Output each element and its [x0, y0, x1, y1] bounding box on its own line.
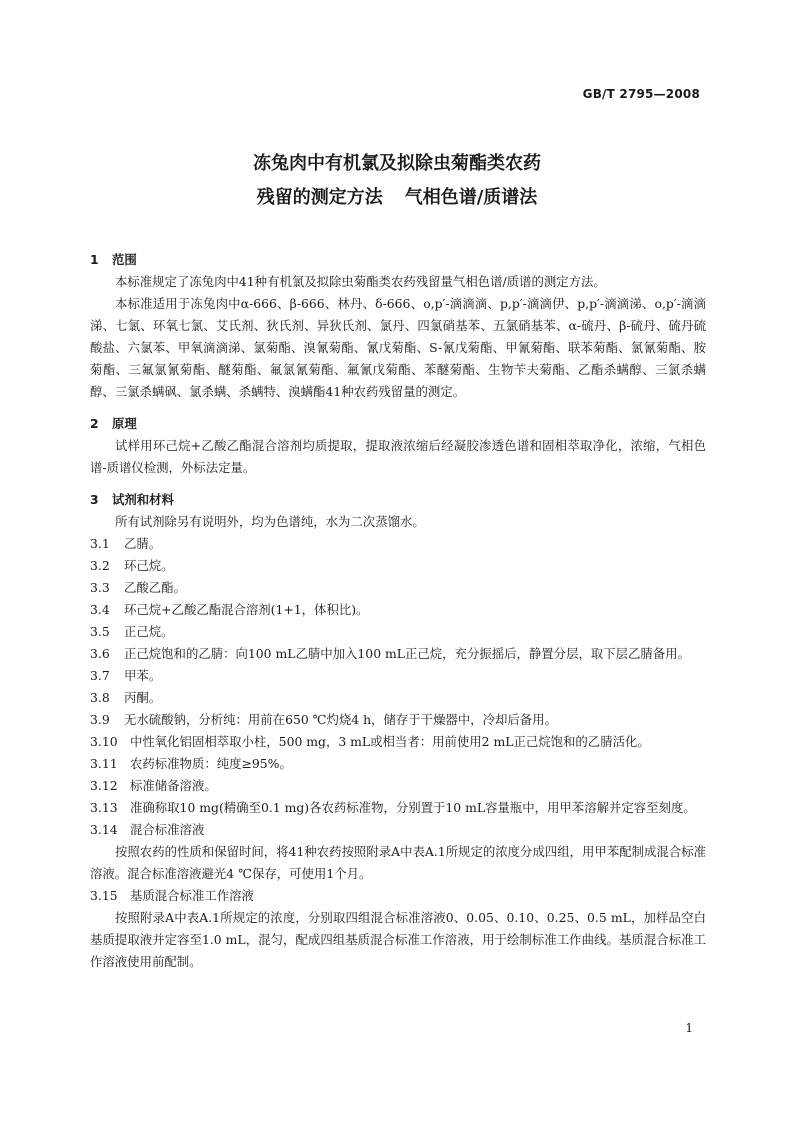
list-item: 3.8 丙酮。 [90, 690, 162, 705]
section-heading-scope: 1 范围 [90, 252, 137, 267]
standard-code: GB/T 2795—2008 [582, 87, 700, 101]
section-heading-reagents: 3 试剂和材料 [90, 492, 174, 507]
paragraph: 本标准适用于冻兔肉中α-666、β-666、林丹、δ-666、o,p′-滴滴滴、p,p′-滴滴伊、p,p′-滴滴涕、o,p′-滴滴涕、七氯、环氧七氯、艾氏剂、狄氏剂、异狄氏剂、氯丹、四氯硝基苯、五氯硝基苯、α-硫丹、β-硫丹、硫丹硫酸盐、六氯苯、甲氧滴滴涕、氯菊酯、溴氰菊酯、氰戊菊酯、S-氰戊菊酯、甲氰菊酯、联苯菊酯、氯氰菊酯、胺菊酯、三氟氯氰菊酯、醚菊酯、氟氯氰菊酯、氟氰戊菊酯、苯醚菊酯、生物苄夫菊酯、乙酯杀螨醇、三氯杀螨醇、三氯杀螨砜、氯杀螨、杀螨特、溴螨酯41种农药残留量的测定。 [90, 296, 706, 399]
paragraph: 试样用环己烷+乙酸乙酯混合溶剂均质提取，提取液浓缩后经凝胶渗透色谱和固相萃取净化，浓缩，气相色谱-质谱仪检测，外标法定量。 [90, 438, 706, 475]
paragraph: 按照附录A中表A.1所规定的浓度，分别取四组混合标准溶液0、0.05、0.10、0.25、0.5 mL，加样品空白基质提取液并定容至1.0 mL，混匀，配成四组基质混合标准工作溶液，用于绘制标准工作曲线。基质混合标准工作溶液使用前配制。 [90, 910, 706, 969]
list-item: 3.15 基质混合标准工作溶液 [90, 888, 254, 903]
list-item: 3.5 正己烷。 [90, 624, 174, 639]
list-item: 3.6 正己烷饱和的乙腈：向100 mL乙腈中加入100 mL正己烷，充分振摇后，静置分层，取下层乙腈备用。 [90, 646, 690, 661]
title-part-a: 残留的测定方法 [256, 187, 383, 208]
section-heading-principle: 2 原理 [90, 416, 137, 431]
page-number: 1 [685, 1021, 693, 1035]
list-item: 3.2 环己烷。 [90, 558, 174, 573]
paragraph: 本标准规定了冻兔肉中41种有机氯及拟除虫菊酯类农药残留量气相色谱/质谱的测定方法。 [115, 274, 606, 289]
list-item: 3.11 农药标准物质：纯度≥95%。 [90, 756, 292, 771]
paragraph: 按照农药的性质和保留时间，将41种农药按照附录A中表A.1所规定的浓度分成四组，用甲苯配制成混合标准溶液。混合标准溶液避光4 ℃保存，可使用1个月。 [90, 844, 706, 881]
list-item: 3.3 乙酸乙酯。 [90, 580, 186, 595]
list-item: 3.9 无水硫酸钠，分析纯：用前在650 ℃灼烧4 h，储存于干燥器中，冷却后备用。 [90, 712, 557, 727]
document-title-line1: 冻兔肉中有机氯及拟除虫菊酯类农药 [253, 153, 541, 174]
list-item: 3.13 准确称取10 mg(精确至0.1 mg)各农药标准物，分别置于10 mL容量瓶中，用甲苯溶解并定容至刻度。 [90, 800, 696, 815]
title-part-b: 气相色谱/质谱法 [404, 187, 538, 208]
list-item: 3.4 环己烷+乙酸乙酯混合溶剂(1+1，体积比)。 [90, 602, 369, 617]
paragraph: 所有试剂除另有说明外，均为色谱纯，水为二次蒸馏水。 [115, 514, 425, 529]
list-item: 3.7 甲苯。 [90, 668, 162, 683]
list-item: 3.10 中性氧化铝固相萃取小柱，500 mg，3 mL或相当者：用前使用2 mL正己烷饱和的乙腈活化。 [90, 734, 650, 749]
list-item: 3.1 乙腈。 [90, 536, 162, 551]
list-item: 3.12 标准储备溶液。 [90, 778, 217, 793]
list-item: 3.14 混合标准溶液 [90, 822, 205, 837]
document-title-line2 [0, 183, 794, 209]
document-body [90, 249, 706, 973]
